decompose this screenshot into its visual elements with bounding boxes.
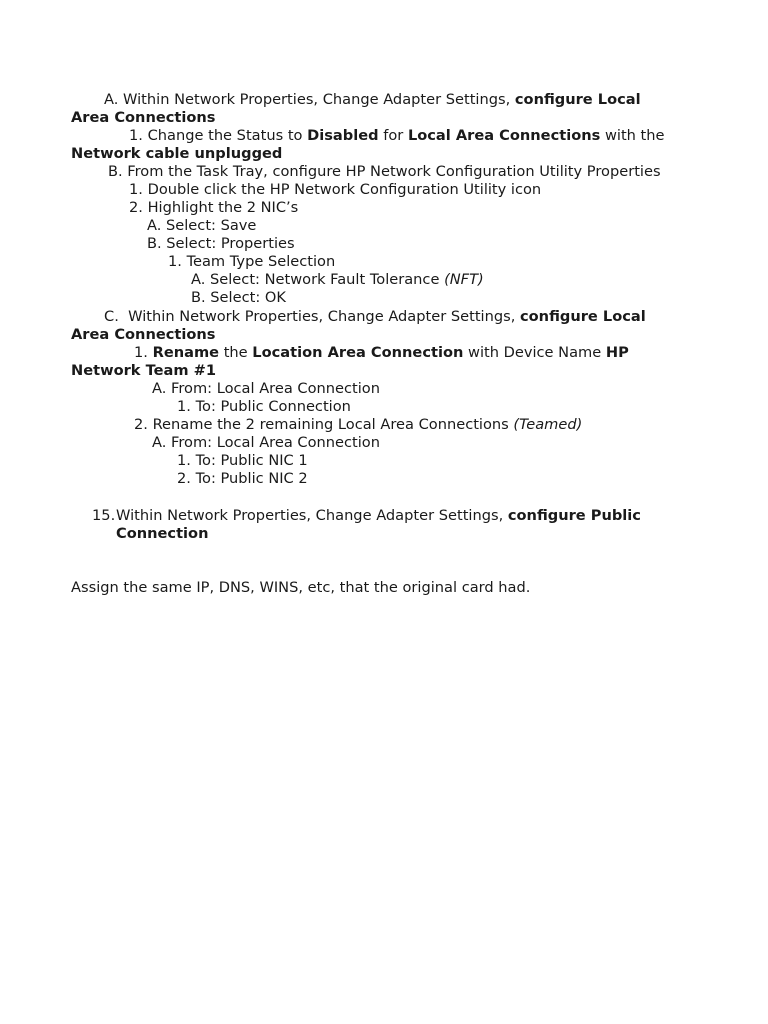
section-c-item-1-a-marker: A. bbox=[152, 380, 167, 397]
section-c-item-2-a-marker: A. bbox=[152, 434, 167, 451]
section-c-item-2-italic: (Teamed) bbox=[513, 416, 583, 433]
section-b-opt-a-marker: A. bbox=[191, 271, 206, 288]
step-15-bold-cont: Connection bbox=[116, 525, 209, 542]
section-b-sub-a bbox=[147, 217, 256, 235]
section-b-item-2-text: Highlight the 2 NIC’s bbox=[147, 199, 299, 216]
section-a-item-1-text2: for bbox=[383, 127, 404, 144]
section-c-text: Within Network Properties, Change Adapter Settings, bbox=[128, 308, 516, 325]
section-b-item-2-marker: 2. bbox=[129, 199, 143, 216]
section-c-item-2-a-1 bbox=[177, 452, 308, 470]
section-b-item-1-marker: 1. bbox=[129, 181, 143, 198]
section-b-sub-a-marker: A. bbox=[147, 217, 162, 234]
section-b-item-2 bbox=[129, 199, 298, 217]
section-b-opt-a-italic: (NFT) bbox=[444, 271, 484, 288]
section-a-item-1-bold2: Local Area Connections bbox=[407, 127, 601, 144]
section-a-item-1-text1: Change the Status to bbox=[147, 127, 303, 144]
footer-paragraph bbox=[71, 579, 530, 597]
section-c-bold-cont: Area Connections bbox=[71, 326, 216, 343]
section-c-item-1-marker: 1. bbox=[134, 344, 148, 361]
section-c-item-2 bbox=[134, 416, 582, 434]
section-b-opt-b-marker: B. bbox=[191, 289, 206, 306]
section-c-item-2-a-2-marker: 2. bbox=[177, 470, 191, 487]
section-c-item-1 bbox=[134, 344, 629, 362]
section-a-item-1-marker: 1. bbox=[129, 127, 143, 144]
section-c-item-2-a bbox=[152, 434, 380, 452]
section-c-item-1-a-1 bbox=[177, 398, 351, 416]
section-c-marker: C. bbox=[104, 308, 119, 325]
step-15-bold: configure Public bbox=[507, 507, 641, 524]
section-b-opt-a bbox=[191, 271, 484, 289]
step-15-number: 15. bbox=[92, 507, 116, 524]
section-b-heading bbox=[108, 163, 661, 181]
section-b-marker: B. bbox=[108, 163, 123, 180]
section-c-item-2-a-text: From: Local Area Connection bbox=[171, 434, 380, 451]
section-c-item-2-marker: 2. bbox=[134, 416, 148, 433]
section-b-sub-a-text: Select: Save bbox=[166, 217, 257, 234]
section-b-sub-1 bbox=[168, 253, 335, 271]
section-b-opt-a-text: Select: Network Fault Tolerance bbox=[210, 271, 440, 288]
section-c-item-2-a-2 bbox=[177, 470, 308, 488]
step-15-line-1 bbox=[116, 507, 641, 525]
section-c-heading bbox=[104, 308, 646, 326]
section-a-heading bbox=[104, 91, 641, 109]
section-c-item-1-a-text: From: Local Area Connection bbox=[171, 380, 380, 397]
section-c-item-1-cont bbox=[71, 362, 216, 380]
section-a-marker: A. bbox=[104, 91, 119, 108]
section-c-item-1-a-1-text: To: Public Connection bbox=[195, 398, 351, 415]
section-b-sub-b-marker: B. bbox=[147, 235, 162, 252]
section-b-sub-1-text: Team Type Selection bbox=[186, 253, 336, 270]
section-c-item-1-bold2: Location Area Connection bbox=[252, 344, 464, 361]
section-a-item-1-cont bbox=[71, 145, 282, 163]
section-c-item-1-bold3: HP bbox=[605, 344, 629, 361]
step-15-text: Within Network Properties, Change Adapter Settings, bbox=[116, 507, 504, 524]
section-a-heading-cont bbox=[71, 109, 215, 127]
section-c-item-1-bold4: Network Team #1 bbox=[71, 362, 217, 379]
section-b-item-1 bbox=[129, 181, 541, 199]
step-15-line-2 bbox=[116, 525, 208, 543]
section-a-item-1-bold1: Disabled bbox=[307, 127, 379, 144]
section-c-bold: configure Local bbox=[520, 308, 646, 325]
section-a-item-1 bbox=[129, 127, 665, 145]
section-a-item-1-text3: with the bbox=[604, 127, 665, 144]
section-a-bold-cont: Area Connections bbox=[71, 109, 216, 126]
footer-paragraph-text: Assign the same IP, DNS, WINS, etc, that the original card had. bbox=[71, 579, 531, 596]
section-b-sub-b bbox=[147, 235, 295, 253]
section-c-heading-cont bbox=[71, 326, 215, 344]
section-b-text: From the Task Tray, configure HP Network Configuration Utility Properties bbox=[127, 163, 661, 180]
section-b-sub-b-text: Select: Properties bbox=[166, 235, 295, 252]
section-c-item-1-bold1: Rename bbox=[152, 344, 220, 361]
section-c-item-1-text1: the bbox=[223, 344, 248, 361]
section-c-item-1-a-1-marker: 1. bbox=[177, 398, 191, 415]
section-a-text: Within Network Properties, Change Adapter Settings, bbox=[123, 91, 511, 108]
step-15-marker bbox=[92, 507, 115, 525]
section-b-item-1-text: Double click the HP Network Configuration Utility icon bbox=[147, 181, 542, 198]
section-c-item-2-a-1-text: To: Public NIC 1 bbox=[195, 452, 308, 469]
section-c-item-1-text2: with Device Name bbox=[468, 344, 602, 361]
section-a-bold: configure Local bbox=[514, 91, 641, 108]
section-b-sub-1-marker: 1. bbox=[168, 253, 182, 270]
section-c-item-2-a-2-text: To: Public NIC 2 bbox=[195, 470, 308, 487]
section-c-item-1-a bbox=[152, 380, 380, 398]
section-a-item-1-bold3: Network cable unplugged bbox=[71, 145, 283, 162]
section-c-item-2-text: Rename the 2 remaining Local Area Connections bbox=[152, 416, 509, 433]
section-b-opt-b bbox=[191, 289, 286, 307]
section-b-opt-b-text: Select: OK bbox=[210, 289, 286, 306]
section-c-item-2-a-1-marker: 1. bbox=[177, 452, 191, 469]
